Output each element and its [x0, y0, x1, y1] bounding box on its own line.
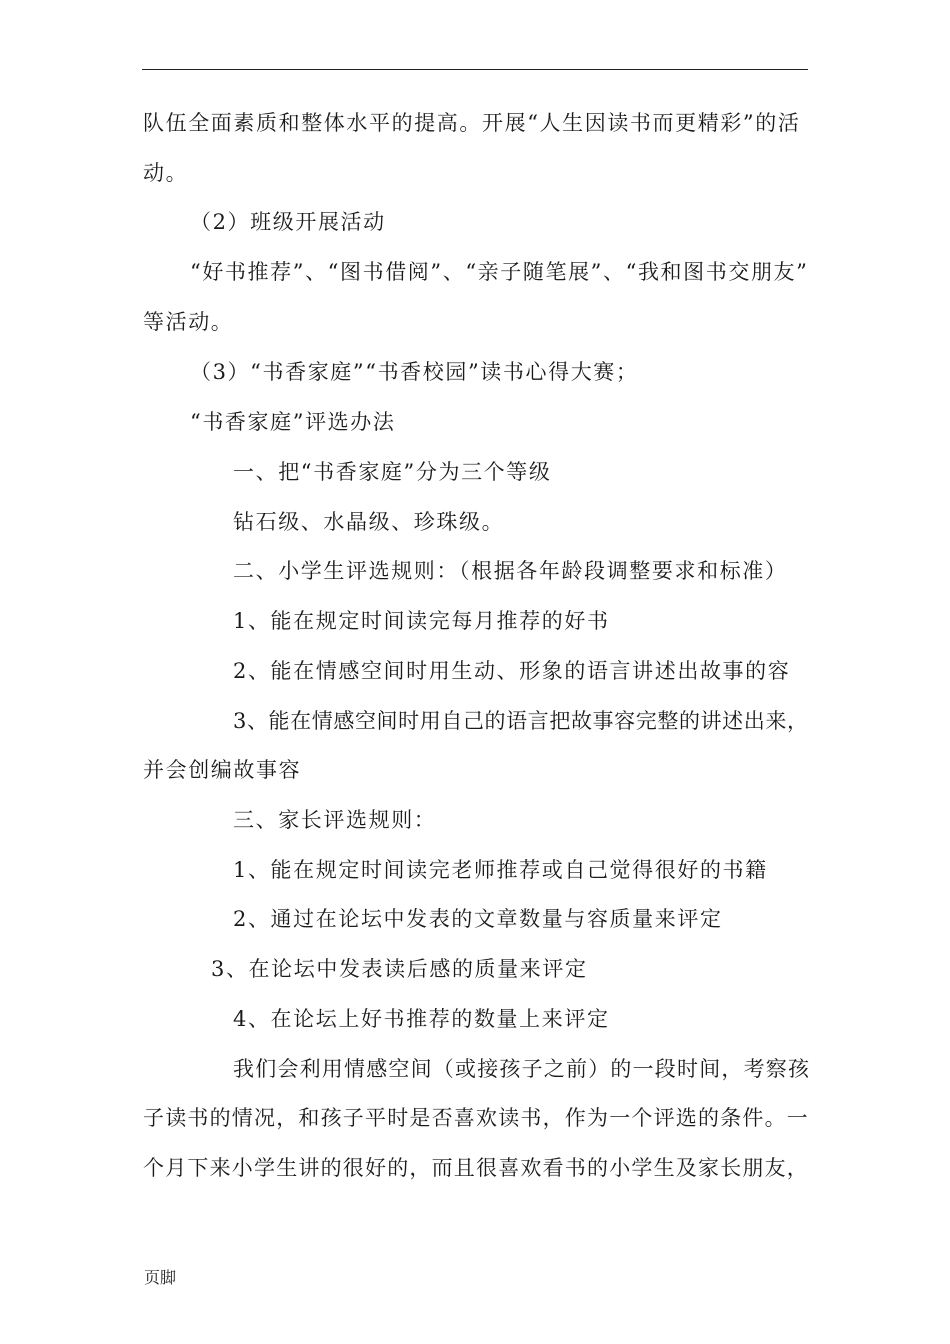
text-line: 2、能在情感空间时用生动、形象的语言讲述出故事的容	[233, 659, 791, 683]
text-line: 1、能在规定时间读完每月推荐的好书	[233, 609, 610, 633]
text-line: 4、在论坛上好书推荐的数量上来评定	[233, 1007, 610, 1031]
text-line: 队伍全面素质和整体水平的提高。开展“人生因读书而更精彩”的活	[143, 111, 801, 135]
text-line: 3、能在情感空间时用自己的语言把故事容完整的讲述出来，	[233, 709, 809, 733]
text-line: 一、把“书香家庭”分为三个等级	[233, 460, 552, 484]
text-line: 钻石级、水晶级、珍珠级。	[233, 510, 505, 534]
text-line: 3、在论坛中发表读后感的质量来评定	[211, 957, 588, 981]
text-line: 动。	[143, 161, 189, 185]
text-line: 我们会利用情感空间（或接孩子之前）的一段时间，考察孩	[233, 1057, 811, 1081]
text-line: （3）“书香家庭”“书香校园”读书心得大赛；	[190, 360, 639, 384]
text-line: 等活动。	[143, 310, 234, 334]
page-footer: 页脚	[144, 1268, 177, 1287]
text-line: 并会创编故事容	[143, 758, 302, 782]
text-line: （2）班级开展活动	[190, 210, 386, 234]
text-line: 1、能在规定时间读完老师推荐或自己觉得很好的书籍	[233, 858, 768, 882]
text-line: 三、家长评选规则：	[233, 808, 437, 832]
text-line: 子读书的情况，和孩子平时是否喜欢读书，作为一个评选的条件。一	[143, 1106, 809, 1130]
text-line: 2、通过在论坛中发表的文章数量与容质量来评定	[233, 907, 723, 931]
text-line: “书香家庭”评选办法	[190, 410, 396, 434]
text-line: 个月下来小学生讲的很好的，而且很喜欢看书的小学生及家长朋友，	[143, 1156, 809, 1180]
text-line: “好书推荐”、“图书借阅”、“亲子随笔展”、“我和图书交朋友”	[190, 260, 809, 284]
text-line: 二、小学生评选规则：（根据各年龄段调整要求和标准）	[233, 559, 788, 583]
header-rule	[142, 69, 808, 70]
